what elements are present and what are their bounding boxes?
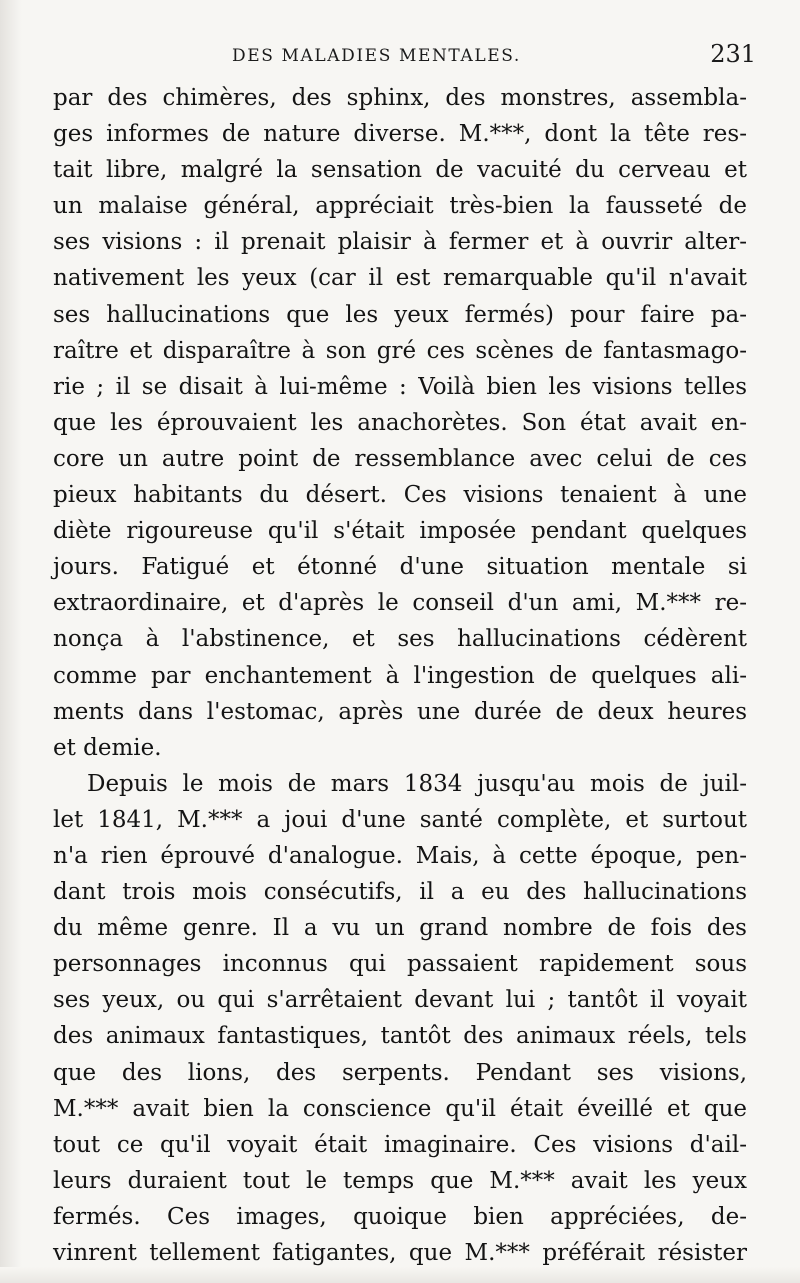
text-line: ges informes de nature diverse. M.***, dont la tête res- <box>53 121 747 148</box>
text-line: raître et disparaître à son gré ces scènes de fantasmago- <box>53 337 747 364</box>
text-line: tait libre, malgré la sensation de vacuité du cerveau et <box>53 157 747 184</box>
text-line: pieux habitants du désert. Ces visions tenaient à une <box>53 482 747 509</box>
running-head <box>0 36 800 76</box>
text-line: dant trois mois consécutifs, il a eu des hallucinations <box>53 879 747 906</box>
text-line: M.*** avait bien la conscience qu'il était éveillé et que <box>53 1095 747 1122</box>
text-line: tout ce qu'il voyait était imaginaire. Ces visions d'ail- <box>53 1131 747 1158</box>
text-line: vinrent tellement fatigantes, que M.*** préférait résister <box>53 1240 747 1266</box>
text-line: par des chimères, des sphinx, des monstres, assembla- <box>53 85 747 111</box>
text-line: nonça à l'abstinence, et ses hallucinations cédèrent <box>53 626 747 653</box>
text-line: n'a rien éprouvé d'analogue. Mais, à cette époque, pen- <box>53 842 747 869</box>
body-text <box>53 80 747 1271</box>
text-line: leurs duraient tout le temps que M.*** avait les yeux <box>53 1167 747 1194</box>
text-line: ses visions : il prenait plaisir à fermer et à ouvrir alter- <box>53 229 747 256</box>
page-number: 231 <box>710 40 756 68</box>
text-line: comme par enchantement à l'ingestion de quelques ali- <box>53 662 747 689</box>
text-line: jours. Fatigué et étonné d'une situation mentale si <box>53 554 747 581</box>
text-line: ses yeux, ou qui s'arrêtaient devant lui ; tantôt il voyait <box>53 987 747 1014</box>
text-line: personnages inconnus qui passaient rapidement sous <box>53 951 747 978</box>
text-line: du même genre. Il a vu un grand nombre de fois des <box>53 915 747 942</box>
text-line: ments dans l'estomac, après une durée de deux heures <box>53 698 747 725</box>
text-line: fermés. Ces images, quoique bien appréciées, de- <box>53 1203 747 1230</box>
text-line: core un autre point de ressemblance avec celui de ces <box>53 445 747 472</box>
text-line: que des lions, des serpents. Pendant ses visions, <box>53 1059 747 1086</box>
text-line: let 1841, M.*** a joui d'une santé complète, et surtout <box>53 806 747 833</box>
text-line: diète rigoureuse qu'il s'était imposée pendant quelques <box>53 518 747 545</box>
text-line: des animaux fantastiques, tantôt des animaux réels, tels <box>53 1023 747 1050</box>
text-line: et demie. <box>53 734 162 761</box>
text-line: Depuis le mois de mars 1834 jusqu'au mois de juil- <box>87 770 747 797</box>
text-line: nativement les yeux (car il est remarquable qu'il n'avait <box>53 265 747 292</box>
running-title: DES MALADIES MENTALES. <box>232 46 521 66</box>
spine-shadow <box>0 0 22 1283</box>
text-line: un malaise général, appréciait très-bien la fausseté de <box>53 193 747 220</box>
text-line: que les éprouvaient les anachorètes. Son état avait en- <box>53 409 747 436</box>
text-line: extraordinaire, et d'après le conseil d'un ami, M.*** re- <box>53 590 747 617</box>
text-line: ses hallucinations que les yeux fermés) pour faire pa- <box>53 301 747 328</box>
text-line: rie ; il se disait à lui-même : Voilà bien les visions telles <box>53 373 747 400</box>
